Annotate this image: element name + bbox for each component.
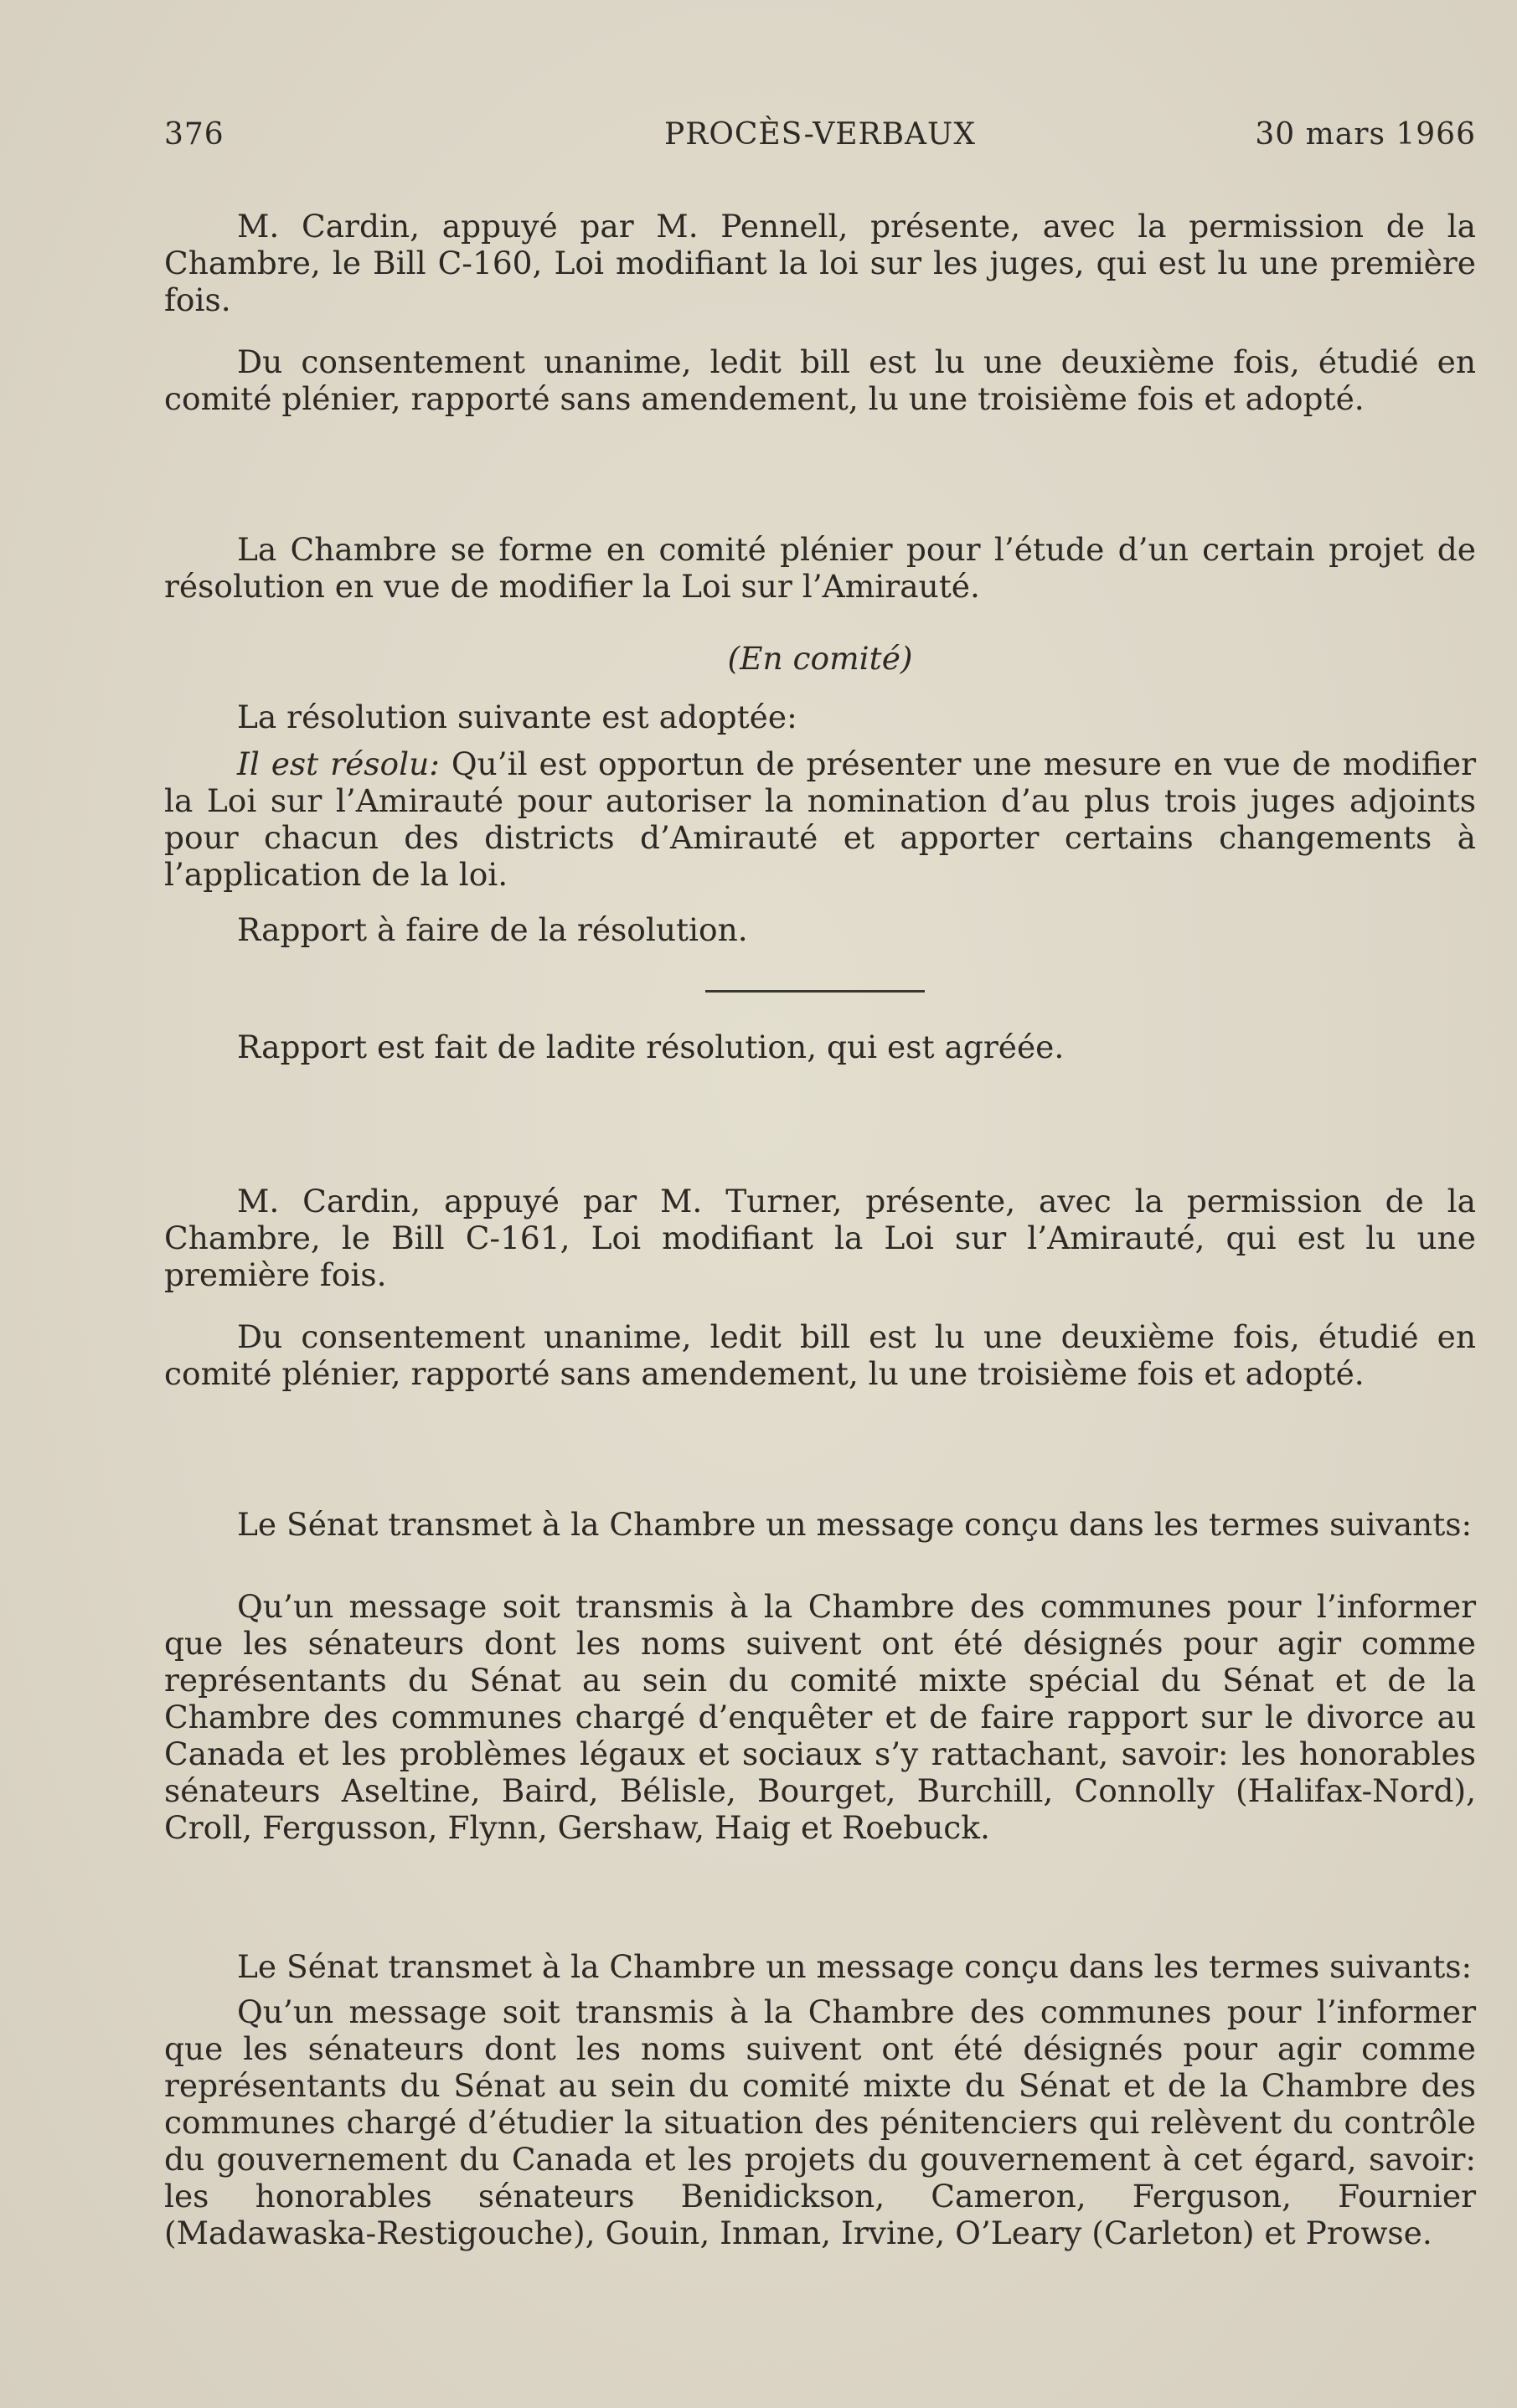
header-date: 30 mars 1966	[1255, 117, 1476, 152]
paragraph-bill-c160-adopted: Du consentement unanime, ledit bill est lu une deuxième fois, étudié en comité plénier, rapporté sans amendement, lu une troisième fois et adopté.	[164, 343, 1476, 417]
paragraph-senate-message-2-text: Qu’un message soit transmis à la Chambre des communes pour l’informer que les sénateurs dont les noms suivent ont été désignés pour agir comme représentants du Sénat au sein du comité mixte du Sénat et de la Chambre des communes chargé d’étudier la situation des pénitenciers qui relèvent du contrôle du gouvernement du Canada et les projets du gouvernement à cet égard, savoir: les honorables sénateurs Benidickson, Cameron, Ferguson, Fournier (Madawaska-Restigouche), Gouin, Inman, Irvine, O’Leary (Carleton) et Prowse.	[164, 1993, 1476, 2251]
paragraph-senate-message-1: Le Sénat transmet à la Chambre un message conçu dans les termes suivants:	[237, 1506, 1473, 1543]
en-comite-heading: (En comité)	[727, 640, 913, 677]
paragraph-report-to-make: Rapport à faire de la résolution.	[237, 911, 748, 948]
resolution-lead: Il est résolu:	[237, 745, 440, 782]
header-title: PROCÈS-VERBAUX	[664, 117, 976, 152]
paragraph-resolution-adopted: La résolution suivante est adoptée:	[237, 699, 797, 735]
paragraph-resolution-text	[164, 745, 1476, 893]
paragraph-senate-message-1-text: Qu’un message soit transmis à la Chambre des communes pour l’informer que les sénateurs dont les noms suivent ont été désignés pour agir comme représentants du Sénat au sein du comité mixte spécial du Sénat et de la Chambre des communes chargé d’enquêter et de faire rapport sur le divorce au Canada et les problèmes légaux et sociaux s’y rattachant, savoir: les honorables sénateurs Aseltine, Baird, Bélisle, Bourget, Burchill, Connolly (Halifax-Nord), Croll, Fergusson, Flynn, Gershaw, Haig et Roebuck.	[164, 1588, 1476, 1846]
section-divider	[705, 990, 925, 993]
page-number: 376	[164, 117, 224, 152]
paragraph-bill-c161: M. Cardin, appuyé par M. Turner, présente, avec la permission de la Chambre, le Bill C-161, Loi modifiant la Loi sur l’Amirauté, qui est lu une première fois.	[164, 1183, 1476, 1293]
page-header	[164, 117, 1476, 154]
paragraph-committee-admiralty: La Chambre se forme en comité plénier pour l’étude d’un certain projet de résolution en vue de modifier la Loi sur l’Amirauté.	[164, 531, 1476, 605]
paragraph-bill-c161-adopted: Du consentement unanime, ledit bill est lu une deuxième fois, étudié en comité plénier, rapporté sans amendement, lu une troisième fois et adopté.	[164, 1318, 1476, 1392]
paragraph-bill-c160: M. Cardin, appuyé par M. Pennell, présente, avec la permission de la Chambre, le Bill C-160, Loi modifiant la loi sur les juges, qui est lu une première fois.	[164, 208, 1476, 318]
paragraph-senate-message-2: Le Sénat transmet à la Chambre un message conçu dans les termes suivants:	[237, 1948, 1473, 1985]
resolution-body: Qu’il est opportun de présenter une mesure en vue de modifier la Loi sur l’Amirauté pour autoriser la nomination d’au plus trois juges adjoints pour chacun des districts d’Amirauté et apporter certains changements à l’application de la loi.	[164, 745, 1477, 893]
paragraph-report-made: Rapport est fait de ladite résolution, qui est agréée.	[237, 1029, 1065, 1065]
